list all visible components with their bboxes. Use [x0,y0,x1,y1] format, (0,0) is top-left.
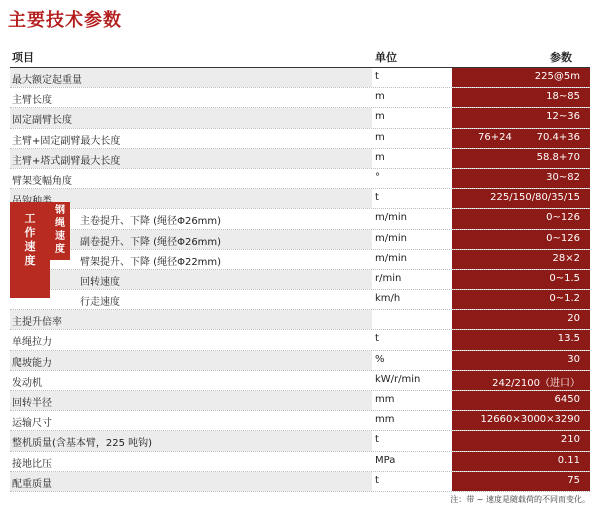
cell-item: 臂架变幅角度 [12,175,72,187]
row-shade [10,351,372,370]
cell-item: 运输尺寸 [12,418,52,430]
cell-param-left: 76+24 [478,131,512,143]
cell-item: 行走速度 [80,297,120,309]
table-row [10,108,590,128]
cell-unit: mm [375,394,395,405]
cell-param: 28×2 [552,252,580,264]
cell-unit: t [375,474,379,486]
work-speed-label [10,202,50,298]
work-speed-char: 工 [24,212,36,226]
cell-param: 20 [567,313,580,325]
table-row [10,129,590,149]
spec-table [10,45,590,492]
row-shade [10,391,372,410]
cell-item: 主臂长度 [12,95,52,107]
cell-unit: m [375,111,385,123]
table-row [10,270,590,290]
cell-param: 0~1.5 [549,272,580,284]
table-row [10,189,590,209]
work-speed-char: 速 [24,240,36,254]
cell-item: 臂架提升、下降 (绳径Φ22mm) [80,256,222,268]
cell-param: 70.4+36 [536,131,580,143]
cell-param: 13.5 [557,333,580,345]
cell-param: 0~1.2 [549,293,580,305]
cell-item: 主臂+塔式副臂最大长度 [12,155,121,167]
footnote: 注：带 ~ 速度是随载荷的不同而变化。 [450,495,590,504]
cell-item: 回转速度 [80,276,120,288]
rope-speed-char: 绳 [55,218,65,230]
cell-unit: m/min [375,252,407,264]
table-row [10,209,590,229]
rope-speed-char: 速 [55,231,65,243]
cell-item: 最大额定起重量 [12,75,82,86]
cell-param: 12660×3000×3290 [480,414,580,426]
cell-unit: MPa [375,454,396,466]
cell-unit: r/min [375,272,402,284]
cell-unit: m [375,91,385,103]
header-param: 参数 [550,51,572,64]
cell-unit: m/min [375,212,407,224]
table-row [10,330,590,350]
table-row [10,310,590,330]
table-row [10,149,590,169]
rope-speed-label [50,202,70,260]
table-row [10,431,590,451]
cell-unit: t [375,71,379,82]
cell-unit: t [375,434,379,446]
cell-unit: t [375,333,379,345]
cell-item: 主提升倍率 [12,317,62,329]
cell-param: 0~126 [546,212,580,224]
cell-param: 0~126 [546,232,580,244]
cell-item: 发动机 [12,377,42,389]
header-unit: 单位 [375,51,397,64]
table-row [10,68,590,88]
cell-param: 225/150/80/35/15 [490,192,580,204]
cell-item: 单绳拉力 [12,337,52,349]
cell-param: 242/2100（进口） [492,377,580,389]
cell-param: 225@5m [534,71,580,82]
cell-unit: km/h [375,293,401,305]
cell-param: 0.11 [557,454,580,466]
table-row [10,250,590,270]
cell-param: 18~85 [546,91,580,103]
cell-item: 回转半径 [12,398,52,409]
cell-item: 主卷提升、下降 (绳径Φ26mm) [80,216,222,228]
cell-param: 75 [567,474,580,486]
row-shade [10,310,372,329]
table-row [10,371,590,391]
cell-param: 30 [567,353,580,365]
cell-param: 6450 [554,394,580,405]
table-row [10,88,590,108]
table-row [10,391,590,411]
cell-item: 固定副臂长度 [12,115,72,127]
cell-item: 整机质量(含基本臂，225 吨钩) [12,438,153,450]
table-header [10,45,590,68]
cell-param: 210 [560,434,580,446]
table-row [10,290,590,310]
cell-unit: % [375,353,385,365]
cell-unit: ° [375,171,380,183]
cell-param: 12~36 [546,111,580,123]
cell-unit: m/min [375,232,407,244]
row-shade [10,472,372,491]
work-speed-char: 度 [24,254,36,268]
cell-unit: t [375,192,379,204]
page-title: 主要技术参数 [8,10,122,31]
cell-unit: m [375,131,385,143]
table-row [10,452,590,472]
cell-item: 爬坡能力 [12,357,52,369]
table-row [10,230,590,250]
cell-unit: kW/r/min [375,373,421,385]
cell-item: 配重质量 [12,478,52,490]
cell-item: 副卷提升、下降 (绳径Φ26mm) [80,236,222,248]
cell-unit: mm [375,414,395,426]
cell-item: 主臂+固定副臂最大长度 [12,135,121,147]
cell-param: 58.8+70 [536,151,580,163]
table-row [10,472,590,492]
header-item: 项目 [12,51,34,64]
cell-param: 30~82 [546,171,580,183]
cell-item: 接地比压 [12,458,52,470]
rope-speed-char: 度 [55,244,65,256]
table-body [10,68,590,492]
table-row [10,351,590,371]
table-row [10,169,590,189]
table-row [10,411,590,431]
cell-unit: m [375,151,385,163]
row-shade [10,270,372,289]
work-speed-char: 作 [24,226,36,240]
rope-speed-char: 钢 [55,205,65,217]
